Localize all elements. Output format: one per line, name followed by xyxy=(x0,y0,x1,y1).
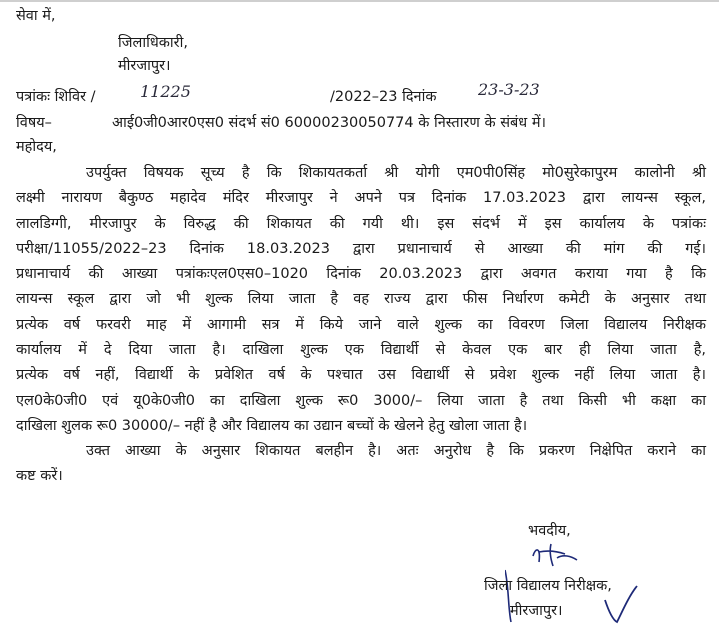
body-line: लायन्स स्कूल द्वारा जो भी शुल्क लिया जाता है वह राज्य द्वारा फीस निर्धारण कमेटी के अनुसार तथा xyxy=(16,291,706,308)
closing: भवदीय, xyxy=(528,523,571,539)
subject-label: विषय– xyxy=(16,115,52,131)
body-line: लक्ष्मी नारायण बैकुण्ठ महादेव मंदिर मीरजापुर ने अपने पत्र दिनांक 17.03.2023 द्वारा लायन्स स्कूल, xyxy=(16,190,706,207)
reference-number-handwritten: 11225 xyxy=(140,82,191,101)
body-line: प्रधानाचार्य की आख्या पत्रांकःएल0एस0–1020 दिनांक 20.03.2023 द्वारा अवगत कराया गया है कि xyxy=(16,266,706,283)
body-line: प्रत्येक वर्ष फरवरी माह में आगामी सत्र में किये जाने वाले शुल्क का विवरण जिला विद्यालय निरीक्षक xyxy=(16,316,706,333)
body-line: दाखिला शुलक रू0 30000/– नहीं है और विद्यालय का उद्यान बच्चों के खेलने हेतु खोला जाता है। xyxy=(16,417,528,434)
recipient-place: मीरजापुर। xyxy=(118,58,171,74)
salutation: सेवा में, xyxy=(16,8,56,24)
letter-body xyxy=(16,161,706,439)
reference-date-handwritten: 23-3-23 xyxy=(478,80,540,99)
body-line: लालडिग्गी, मीरजापुर के विरुद्ध की शिकायत की गयी थी। इस संदर्भ में इस कार्यालय के पत्रांकः xyxy=(16,215,706,232)
subject-text: आई0जी0आर0एस0 संदर्भ सं0 60000230050774 के निस्तारण के संबंध में। xyxy=(112,115,546,131)
signatory-place: मीरजापुर। xyxy=(510,603,563,619)
greeting: महोदय, xyxy=(16,139,57,155)
page-top-edge xyxy=(0,0,719,2)
conclusion-line: उक्त आख्या के अनुसार शिकायत बलहीन है। अतः अनुरोध है कि प्रकरण निक्षेपित कराने का xyxy=(86,443,706,459)
body-line: उपर्युक्त विषयक सूच्य है कि शिकायतकर्ता श्री योगी एम0पी0सिंह मो0सुरेकापुरम कालोनी श्री xyxy=(86,165,706,181)
reference-year: /2022–23 दिनांक xyxy=(330,89,437,105)
recipient-designation: जिलाधिकारी, xyxy=(118,35,188,51)
reference-prefix: पत्रांकः शिविर / xyxy=(16,89,96,105)
conclusion-line: कष्ट करें। xyxy=(16,468,63,485)
signatory-designation: जिला विद्यालय निरीक्षक, xyxy=(484,578,612,594)
body-line: परीक्षा/11055/2022–23 दिनांक 18.03.2023 द्वारा प्रधानाचार्य से आख्या की मांग की गई। xyxy=(16,240,706,257)
body-line: कार्यालय में दे दिया जाता है। दाखिला शुल्क एक विद्यार्थी से केवल एक बार ही लिया जाता है, xyxy=(16,342,706,359)
body-line: एल0के0जी0 एवं यू0के0जी0 का दाखिला शुल्क रू0 3000/– लिया जाता है तथा किसी भी कक्षा का xyxy=(16,392,706,409)
body-line: प्रत्येक वर्ष नहीं, विद्यार्थी के प्रवेशित वर्ष के पश्चात उस विद्यार्थी से प्रवेश शुल्क नहीं लिया जाता है। xyxy=(16,367,706,384)
letter-conclusion xyxy=(16,439,706,490)
